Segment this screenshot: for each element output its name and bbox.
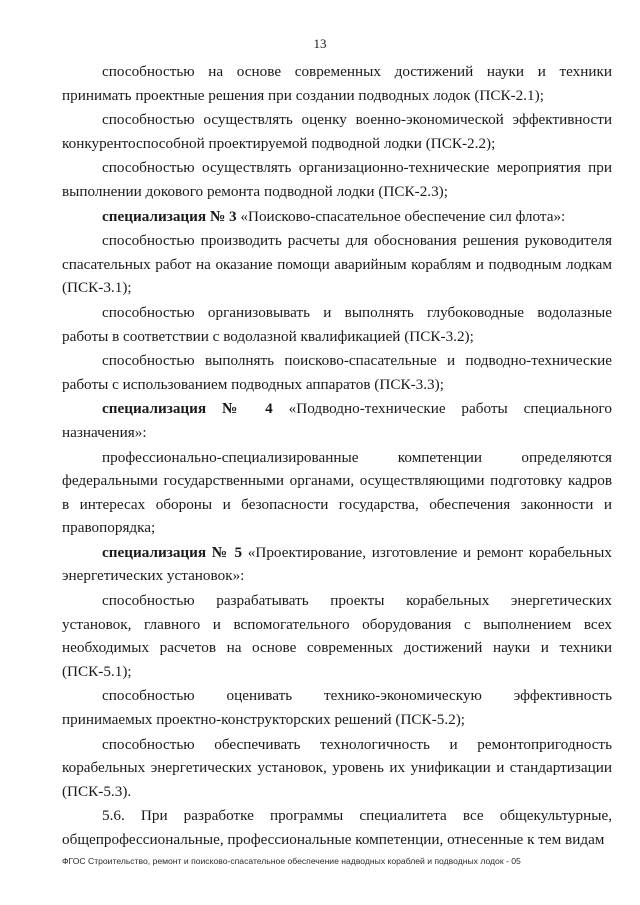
paragraph: способностью осуществлять оценку военно-экономической эффективности конкурентоспособной проектируемой подводной лодки (ПСК-2.2); — [62, 111, 612, 152]
specialization-title: «Подводно-технические работы специального назначения»: — [62, 400, 612, 441]
specialization-heading — [62, 541, 612, 588]
specialization-heading — [62, 205, 612, 229]
paragraph: способностью производить расчеты для обоснования решения руководителя спасательных работ на оказание помощи аварийным кораблям и подводным лодкам (ПСК-3.1); — [62, 232, 612, 297]
specialization-label: специализация № 5 — [102, 543, 243, 561]
specialization-title: «Поисково-спасательное обеспечение сил флота»: — [236, 207, 566, 225]
specialization-label: специализация № 4 — [102, 400, 273, 418]
paragraph: профессионально-специализированные компетенции определяются федеральными государственными органами, осуществляющими подготовку кадров в интересах обороны и безопасности государства, обеспечения законности и правопорядка; — [62, 448, 612, 537]
paragraph: способностью осуществлять организационно-технические мероприятия при выполнении докового ремонта подводной лодки (ПСК-2.3); — [62, 159, 612, 200]
paragraph: способностью оценивать технико-экономическую эффективность принимаемых проектно-конструкторских решений (ПСК-5.2); — [62, 687, 612, 729]
specialization-title: «Проектирование, изготовление и ремонт корабельных энергетических установок»: — [62, 543, 612, 585]
specialization-heading — [62, 397, 612, 444]
paragraph: способностью выполнять поисково-спасательные и подводно-технические работы с использованием подводных аппаратов (ПСК-3.3); — [62, 352, 612, 393]
paragraph: способностью на основе современных достижений науки и техники принимать проектные решения при создании подводных лодок (ПСК-2.1); — [62, 63, 612, 104]
document-body — [62, 60, 612, 853]
paragraph: способностью организовывать и выполнять глубоководные водолазные работы в соответствии с водолазной квалификацией (ПСК-3.2); — [62, 303, 612, 345]
paragraph: способностью обеспечивать технологичность и ремонтопригодность корабельных энергетических установок, уровень их унификации и стандартизации (ПСК-5.3). — [62, 735, 612, 800]
specialization-label: специализация № 3 — [102, 207, 237, 225]
paragraph: 5.6. При разработке программы специалитета все общекультурные, общепрофессиональные, профессиональные компетенции, отнесенные к тем видам — [62, 807, 612, 848]
paragraph: способностью разрабатывать проекты корабельных энергетических установок, главного и вспомогательного оборудования с выполнением всех необходимых расчетов на основе современных достижений науки и техники (ПСК-5.1); — [62, 592, 612, 680]
page-number: 13 — [313, 36, 327, 51]
page-footer: ФГОС Строительство, ремонт и поисково-спасательное обеспечение надводных кораблей и подводных лодок - 05 — [62, 856, 521, 866]
